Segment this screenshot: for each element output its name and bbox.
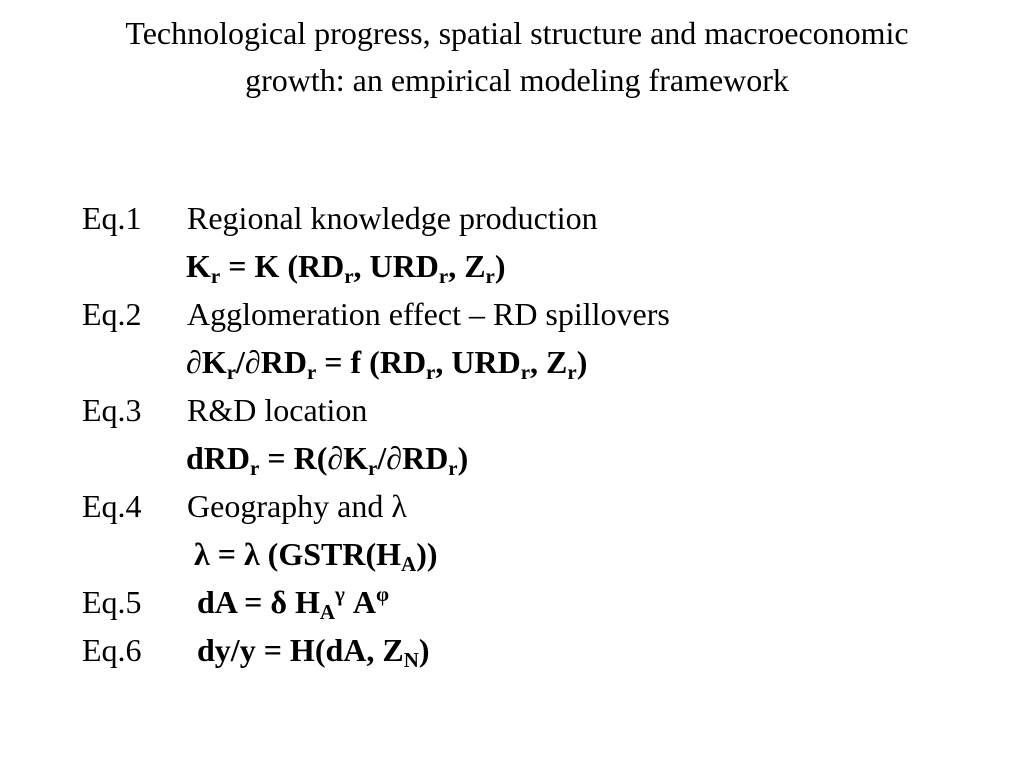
- slide-title: Technological progress, spatial structure and macroeconomic growth: an empirical modeling framework: [125, 15, 909, 98]
- equation-1-heading: [82, 198, 598, 238]
- equation-3-formula: $dRD_r = R(\partial K_r/\partial RD_r)$: [186, 440, 469, 480]
- equation-2-heading: [82, 294, 670, 334]
- equation-5-number: Eq.5: [82, 584, 142, 620]
- equation-5-formula: dA = δ $H_A^\gamma$ $A^\varphi$: [197, 582, 390, 624]
- equation-4-number: Eq.4: [82, 488, 142, 524]
- equation-6-number: Eq.6: [82, 632, 142, 668]
- equation-4-heading: [82, 486, 407, 526]
- equation-1-number: Eq.1: [82, 200, 142, 236]
- equation-5: [82, 582, 389, 622]
- equation-1-label: Regional knowledge production: [187, 200, 598, 236]
- equation-4-label: Geography and λ: [187, 488, 407, 524]
- equation-1-formula: $K_r = K$ ($RD_r$, $URD_r$, $Z_r$): [186, 248, 506, 288]
- equation-4-formula: λ = λ $(GSTR(H_A))$: [194, 536, 438, 576]
- equation-2-label: Agglomeration effect – RD spillovers: [187, 296, 670, 332]
- equation-2-formula: $\partial K_r/\partial RD_r = f$ ($RD_r$, $URD_r$, $Z_r$): [186, 344, 588, 384]
- equation-6: [82, 630, 430, 670]
- equation-3-label: R&D location: [187, 392, 368, 428]
- equation-3-number: Eq.3: [82, 392, 142, 428]
- equation-3-heading: [82, 390, 367, 430]
- equation-2-number: Eq.2: [82, 296, 142, 332]
- equation-6-formula: dy/y = H(dA, $Z_N$): [197, 632, 430, 672]
